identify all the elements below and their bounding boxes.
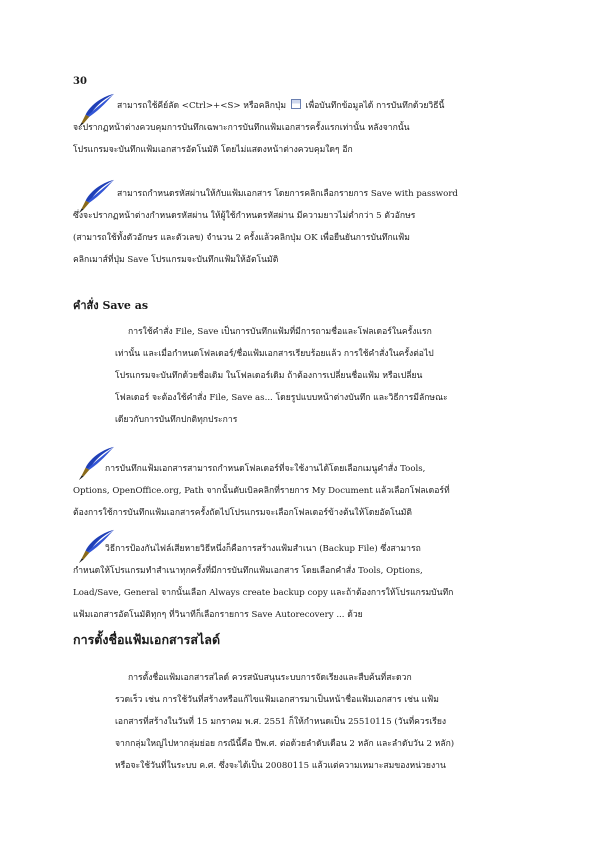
section2-line3: เอกสารที่สร้างในวันที่ 15 มกราคม พ.ศ. 2551 ก็ให้กำหนดเป็น 25510115 (วันที่ควรเรียง — [115, 717, 447, 727]
section1-line4: โฟลเดอร์ จะต้องใช้คำสั่ง File, Save as... โดยรูปแบบหน้าต่างบันทึก และวิธีการมีลักษณะ — [115, 393, 448, 403]
note-save-shortcut — [73, 95, 444, 161]
section1-body — [115, 321, 448, 431]
note-default-folder — [73, 458, 450, 524]
section1-line1: การใช้คำสั่ง File, Save เป็นการบันทึกแฟ้มที่มีการถามชื่อและโฟลเดอร์ในครั้งแรก — [128, 327, 432, 337]
section2-line4: จากกลุ่มใหญ่ไปหากลุ่มย่อย กรณีนี้คือ ปีพ.ศ. ต่อด้วยลำดับเดือน 2 หลัก และลำดับวัน 2 หลัก) — [115, 739, 455, 749]
section2-body — [115, 667, 454, 777]
section2-line2: รวดเร็ว เช่น การใช้วันที่สร้างหรือแก้ไขแฟ้มเอกสารมาเป็นหน้าชื่อแฟ้มเอกสาร เช่น แฟ้ม — [115, 695, 439, 705]
note-backup — [73, 538, 453, 626]
section-heading-file-naming: การตั้งชื่อแฟ้มเอกสารสไลด์ — [73, 632, 221, 647]
section1-line5: เดียวกับการบันทึกปกติทุกประการ — [115, 415, 238, 425]
note4-line3: Load/Save, General จากนั้นเลือก Always create backup copy และถ้าต้องการให้โปรแกรมบันทึก — [73, 588, 454, 598]
note1-line1-b: เพื่อบันทึกข้อมูลได้ การบันทึกด้วยวิธีนี้ — [305, 101, 445, 111]
note1-line3: โปรแกรมจะบันทึกแฟ้มเอกสารอัตโนมัติ โดยไม่แสดงหน้าต่างควบคุมใดๆ อีก — [73, 145, 353, 155]
floppy-save-icon — [291, 99, 301, 109]
page-number: 30 — [73, 76, 87, 87]
section1-line2: เท่านั้น และเมื่อกำหนดโฟลเดอร์/ชื่อแฟ้มเอกสารเรียบร้อยแล้ว การใช้คำสั่งในครั้งต่อไป — [115, 349, 434, 359]
note-password — [73, 183, 458, 271]
note3-line1: การบันทึกแฟ้มเอกสารสามารถกำหนดโฟลเดอร์ที่จะใช้งานได้โดยเลือกเมนูคำสั่ง Tools, — [105, 464, 426, 474]
section2-line5: หรือจะใช้วันที่ในระบบ ค.ศ. ซึ่งจะได้เป็น 20080115 แล้วแต่ความเหมาะสมของหน่วยงาน — [115, 761, 446, 771]
note2-line2: ซึ่งจะปรากฏหน้าต่างกำหนดรหัสผ่าน ให้ผู้ใช้กำหนดรหัสผ่าน มีความยาวไม่ต่ำกว่า 5 ตัวอักษร — [73, 211, 416, 221]
note4-line4: แฟ้มเอกสารอัตโนมัติทุกๆ ที่วินาทีก็เลือกรายการ Save Autorecovery ... ด้วย — [73, 610, 363, 620]
note2-line4: คลิกเมาส์ที่ปุ่ม Save โปรแกรมจะบันทึกแฟ้มให้อัตโนมัติ — [73, 255, 279, 265]
note3-line3: ต้องการใช้การบันทึกแฟ้มเอกสารครั้งถัดไปโปรแกรมจะเลือกโฟลเดอร์ข้างต้นให้โดยอัตโนมัติ — [73, 508, 412, 518]
note2-line3: (สามารถใช้ทั้งตัวอักษร และตัวเลข) จำนวน 2 ครั้งแล้วคลิกปุ่ม OK เพื่อยืนยันการบันทึกแฟ้ม — [73, 233, 410, 243]
note1-line1-a: สามารถใช้คีย์ลัด <Ctrl>+<S> หรือคลิกปุ่ม — [117, 101, 287, 111]
note4-line1: วิธีการป้องกันไฟล์เสียหายวิธีหนึ่งก็คือการสร้างแฟ้มสำเนา (Backup File) ซึ่งสามารถ — [105, 544, 421, 554]
section-heading-save-as: คำสั่ง Save as — [73, 299, 149, 312]
note1-line2: จะปรากฏหน้าต่างควบคุมการบันทึกเฉพาะการบันทึกแฟ้มเอกสารครั้งแรกเท่านั้น หลังจากนั้น — [73, 123, 410, 133]
note3-line2: Options, OpenOffice.org, Path จากนั้นดับเบิลคลิกที่รายการ My Document แล้วเลือกโฟลเดอร์ที่ — [73, 486, 450, 496]
section2-line1: การตั้งชื่อแฟ้มเอกสารสไลด์ ควรสนับสนุนระบบการจัดเรียงและสืบค้นที่สะดวก — [128, 673, 412, 683]
note4-line2: กำหนดให้โปรแกรมทำสำเนาทุกครั้งที่มีการบันทึกแฟ้มเอกสาร โดยเลือกคำสั่ง Tools, Options, — [73, 566, 423, 576]
note2-line1: สามารถกำหนดรหัสผ่านให้กับแฟ้มเอกสาร โดยการคลิกเลือกรายการ Save with password — [117, 189, 458, 199]
section1-line3: โปรแกรมจะบันทึกด้วยชื่อเดิม ในโฟลเดอร์เดิม ถ้าต้องการเปลี่ยนชื่อแฟ้ม หรือเปลี่ยน — [115, 371, 423, 381]
